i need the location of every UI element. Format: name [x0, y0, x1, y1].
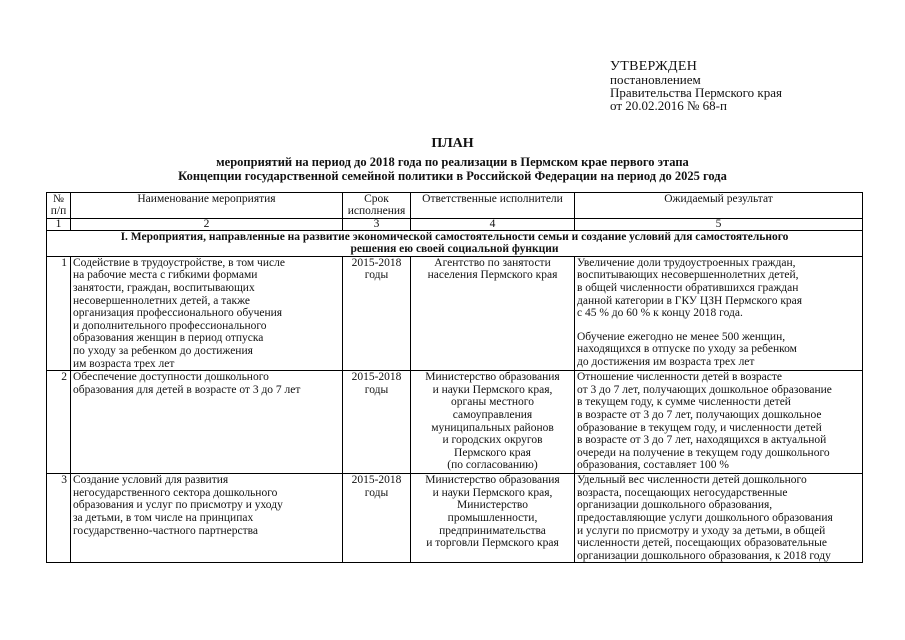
approval-line-2: Правительства Пермского края [610, 85, 782, 100]
row-term: 2015-2018 годы [343, 474, 411, 563]
row-result [575, 256, 863, 370]
col-header-name: Наименование мероприятия [71, 193, 343, 219]
plan-subtitle-line-1: мероприятий на период до 2018 года по реализации в Пермском крае первого этапа [216, 155, 689, 169]
approval-line-1: постановлением [610, 72, 701, 87]
plan-table [46, 192, 863, 563]
table-row [47, 256, 863, 370]
row-result-part-a: Увеличение доли трудоустроенных граждан, воспитывающих несовершеннолетних детей, в общей численности обратившихся граждан данной категории в ГКУ ЦЗН Пермского края с 45 % до 60 % к концу 2018 года. [577, 256, 803, 320]
column-number-row [47, 219, 863, 231]
row-number: 1 [47, 256, 71, 370]
col-number-2: 2 [71, 219, 343, 231]
col-header-executors: Ответственные исполнители [411, 193, 575, 219]
section-row [47, 231, 863, 257]
col-number-1: 1 [47, 219, 71, 231]
approval-line-3: от 20.02.2016 № 68-п [610, 98, 727, 113]
col-number-5: 5 [575, 219, 863, 231]
row-result: Удельный вес численности детей дошкольного возраста, посещающих негосударственные организации дошкольного образования, предоставляющие услуги дошкольного образования и услуги по присмотру и уходу за детьми, в общей численности детей, посещающих образовательные организации дошкольного образования, к 2018 году [575, 474, 863, 563]
row-activity: Создание условий для развития негосударственного сектора дошкольного образования и услуг по присмотру и уходу за детьми, в том числе на принципах государственно-частного партнерства [71, 474, 343, 563]
approval-block [610, 60, 782, 112]
plan-title: ПЛАН [431, 136, 474, 151]
section-title: I. Мероприятия, направленные на развитие экономической самостоятельности семьи и создание условий для самостоятельного решения ею своей социальной функции [47, 231, 863, 257]
row-number: 3 [47, 474, 71, 563]
plan-subtitle-line-2: Концепции государственной семейной политики в Российской Федерации на период до 2025 года [178, 169, 727, 183]
row-executors: Министерство образования и науки Пермского края, Министерство промышленности, предпринимательства и торговли Пермского края [411, 474, 575, 563]
row-activity: Содействие в трудоустройстве, в том числе на рабочие места с гибкими формами занятости, граждан, воспитывающих несовершеннолетних детей, а также организация профессионального обучения и дополнительного профессионального образования женщин в период отпуска по уходу за ребенком до достижения им возраста трех лет [71, 256, 343, 370]
row-result: Отношение численности детей в возрасте от 3 до 7 лет, получающих дошкольное образование в текущем году, к сумме численности детей в возрасте от 3 до 7 лет, получающих дошкольное образование в текущем году, и численности детей в возрасте от 3 до 7 лет, находящихся в актуальной очереди на получение в текущем году дошкольного образования, составляет 100 % [575, 371, 863, 474]
row-activity: Обеспечение доступности дошкольного образования для детей в возрасте от 3 до 7 лет [71, 371, 343, 474]
table-row [47, 474, 863, 563]
document-heading [0, 137, 905, 183]
row-number: 2 [47, 371, 71, 474]
row-executors: Министерство образования и науки Пермского края, органы местного самоуправления муниципальных районов и городских округов Пермского края (по согласованию) [411, 371, 575, 474]
col-header-term: Срок исполнения [343, 193, 411, 219]
table-row [47, 371, 863, 474]
row-term: 2015-2018 годы [343, 371, 411, 474]
col-number-4: 4 [411, 219, 575, 231]
row-term: 2015-2018 годы [343, 256, 411, 370]
row-executors: Агентство по занятости населения Пермского края [411, 256, 575, 370]
table-header-row [47, 193, 863, 219]
col-number-3: 3 [343, 219, 411, 231]
row-result-part-b: Обучение ежегодно не менее 500 женщин, находящихся в отпуске по уходу за ребенком до достижения им возраста трех лет [577, 330, 797, 368]
col-header-result: Ожидаемый результат [575, 193, 863, 219]
col-header-number: № п/п [47, 193, 71, 219]
approval-title: УТВЕРЖДЕН [610, 59, 698, 74]
